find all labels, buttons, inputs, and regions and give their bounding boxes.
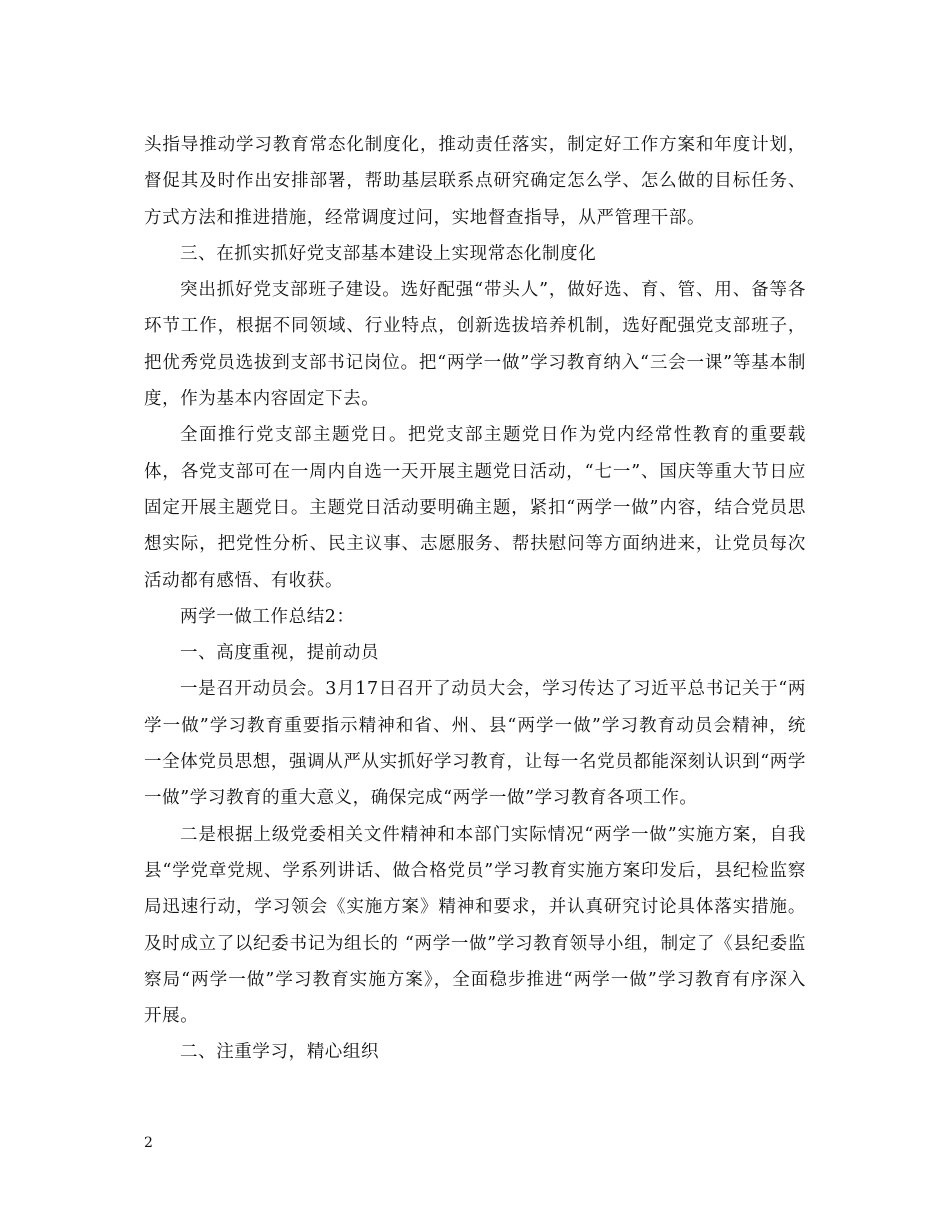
paragraph-theme-day: 全面推行党支部主题党日。把党支部主题党日作为党内经常性教育的重要载体，各党支部可在一周内自选一天开展主题党日活动，“七一”、国庆等重大节日应固定开展主题党日。主题党日活动要明确主题，紧扣“两学一做”内容，结合党员思想实际，把党性分析、民主议事、志愿服务、帮扶慰问等方面纳进来，让党员每次活动都有感悟、有收获。 [144, 425, 806, 591]
section-heading-2: 二、注重学习，精心组织 [180, 1042, 380, 1063]
section-heading-1: 一、高度重视，提前动员 [180, 643, 380, 664]
document-body [144, 127, 806, 1071]
paragraph-continuation: 头指导推动学习教育常态化制度化，推动责任落实，制定好工作方案和年度计划，督促其及时作出安排部署，帮助基层联系点研究确定怎么学、怎么做的目标任务、方式方法和推进措施，经常调度过问，实地督查指导，从严管理干部。 [144, 135, 806, 228]
section-heading-3: 三、在抓实抓好党支部基本建设上实现常态化制度化 [180, 243, 597, 264]
paragraph-mobilization: 一是召开动员会。3月17日召开了动员大会，学习传达了习近平总书记关于“两学一做”学习教育重要指示精神和省、州、县“两学一做”学习教育动员会精神，统一全体党员思想，强调从严从实抓好学习教育，让每一名党员都能深刻认识到“两学一做”学习教育的重大意义，确保完成“两学一做”学习教育各项工作。 [144, 679, 806, 809]
paragraph-implementation-plan: 二是根据上级党委相关文件精神和本部门实际情况“两学一做”实施方案，自我县“学党章党规、学系列讲话、做合格党员”学习教育实施方案印发后，县纪检监察局迅速行动，学习领会《实施方案》精神和要求，并认真研究讨论具体落实措施。及时成立了以纪委书记为组长的 “两学一做”学习教育领导小组，制定了《县纪委监察局“两学一做”学习教育实施方案》，全面稳步推进“两学一做”学习教育有序深入开展。 [144, 824, 806, 1027]
page-number: 2 [144, 1135, 153, 1151]
summary-2-title: 两学一做工作总结2： [180, 606, 355, 627]
paragraph-branch-team: 突出抓好党支部班子建设。选好配强“带头人”，做好选、育、管、用、备等各环节工作，根据不同领域、行业特点，创新选拔培养机制，选好配强党支部班子，把优秀党员选拔到支部书记岗位。把“两学一做”学习教育纳入“三会一课”等基本制度，作为基本内容固定下去。 [144, 280, 806, 410]
